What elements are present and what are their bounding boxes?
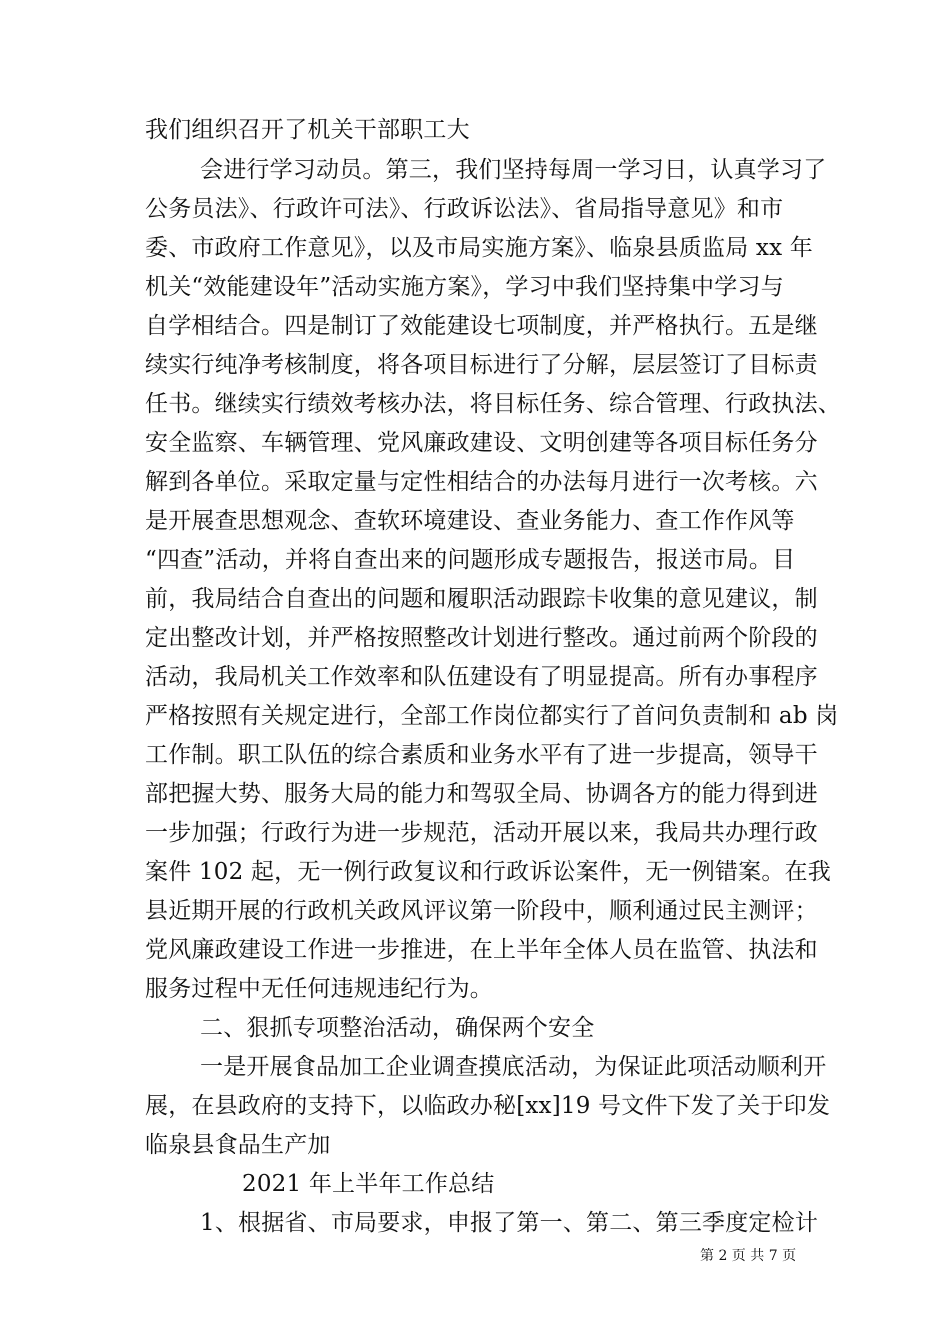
text-line: 会进行学习动员。第三，我们坚持每周一学习日，认真学习了: [200, 157, 827, 183]
text-line: 严格按照有关规定进行，全部工作岗位都实行了首问负责制和 ab 岗: [145, 703, 839, 729]
text-line: 委、市政府工作意见》，以及市局实施方案》、临泉县质监局 xx 年: [145, 235, 813, 261]
document-title: 2021 年上半年工作总结: [242, 1171, 495, 1197]
text-line: 一是开展食品加工企业调查摸底活动，为保证此项活动顺利开: [200, 1054, 827, 1080]
page-number: 第 2 页 共 7 页: [700, 1248, 797, 1264]
text-line: 县近期开展的行政机关政风评议第一阶段中，顺利通过民主测评；: [145, 898, 818, 924]
text-line: 服务过程中无任何违规违纪行为。: [145, 976, 493, 1002]
text-line: 安全监察、车辆管理、党风廉政建设、文明创建等各项目标任务分: [145, 430, 818, 456]
text-line: 临泉县食品生产加: [145, 1132, 331, 1158]
text-line: 展，在县政府的支持下，以临政办秘[xx]19 号文件下发了关于印发: [145, 1093, 831, 1119]
text-line: 定出整改计划，并严格按照整改计划进行整改。通过前两个阶段的: [145, 625, 818, 651]
text-line: 案件 102 起，无一例行政复议和行政诉讼案件，无一例错案。在我: [145, 859, 831, 885]
text-line: 我们组织召开了机关干部职工大: [145, 117, 470, 143]
text-line: 续实行纯净考核制度，将各项目标进行了分解，层层签订了目标责: [145, 352, 818, 378]
text-line: 是开展查思想观念、查软环境建设、查业务能力、查工作作风等: [145, 508, 795, 534]
text-line: 工作制。职工队伍的综合素质和业务水平有了进一步提高，领导干: [145, 742, 818, 768]
text-line: 公务员法》、行政许可法》、行政诉讼法》、省局指导意见》和市: [145, 196, 784, 222]
text-line: 解到各单位。采取定量与定性相结合的办法每月进行一次考核。六: [145, 469, 818, 495]
section-heading: 二、狠抓专项整治活动，确保两个安全: [200, 1015, 595, 1041]
text-line: 部把握大势、服务大局的能力和驾驭全局、协调各方的能力得到进: [145, 781, 818, 807]
text-line: 前，我局结合自查出的问题和履职活动跟踪卡收集的意见建议，制: [145, 586, 818, 612]
text-line: 任书。继续实行绩效考核办法，将目标任务、综合管理、行政执法、: [145, 391, 841, 417]
text-line: 党风廉政建设工作进一步推进，在上半年全体人员在监管、执法和: [145, 937, 818, 963]
text-line: “四查”活动，并将自查出来的问题形成专题报告，报送市局。目: [145, 547, 796, 573]
text-line: 活动，我局机关工作效率和队伍建设有了明显提高。所有办事程序: [145, 664, 818, 690]
text-line: 1、根据省、市局要求，申报了第一、第二、第三季度定检计: [200, 1210, 819, 1236]
text-line: 自学相结合。四是制订了效能建设七项制度，并严格执行。五是继: [145, 313, 818, 339]
text-line: 一步加强；行政行为进一步规范，活动开展以来，我局共办理行政: [145, 820, 818, 846]
text-line: 机关“效能建设年”活动实施方案》，学习中我们坚持集中学习与: [145, 274, 784, 300]
